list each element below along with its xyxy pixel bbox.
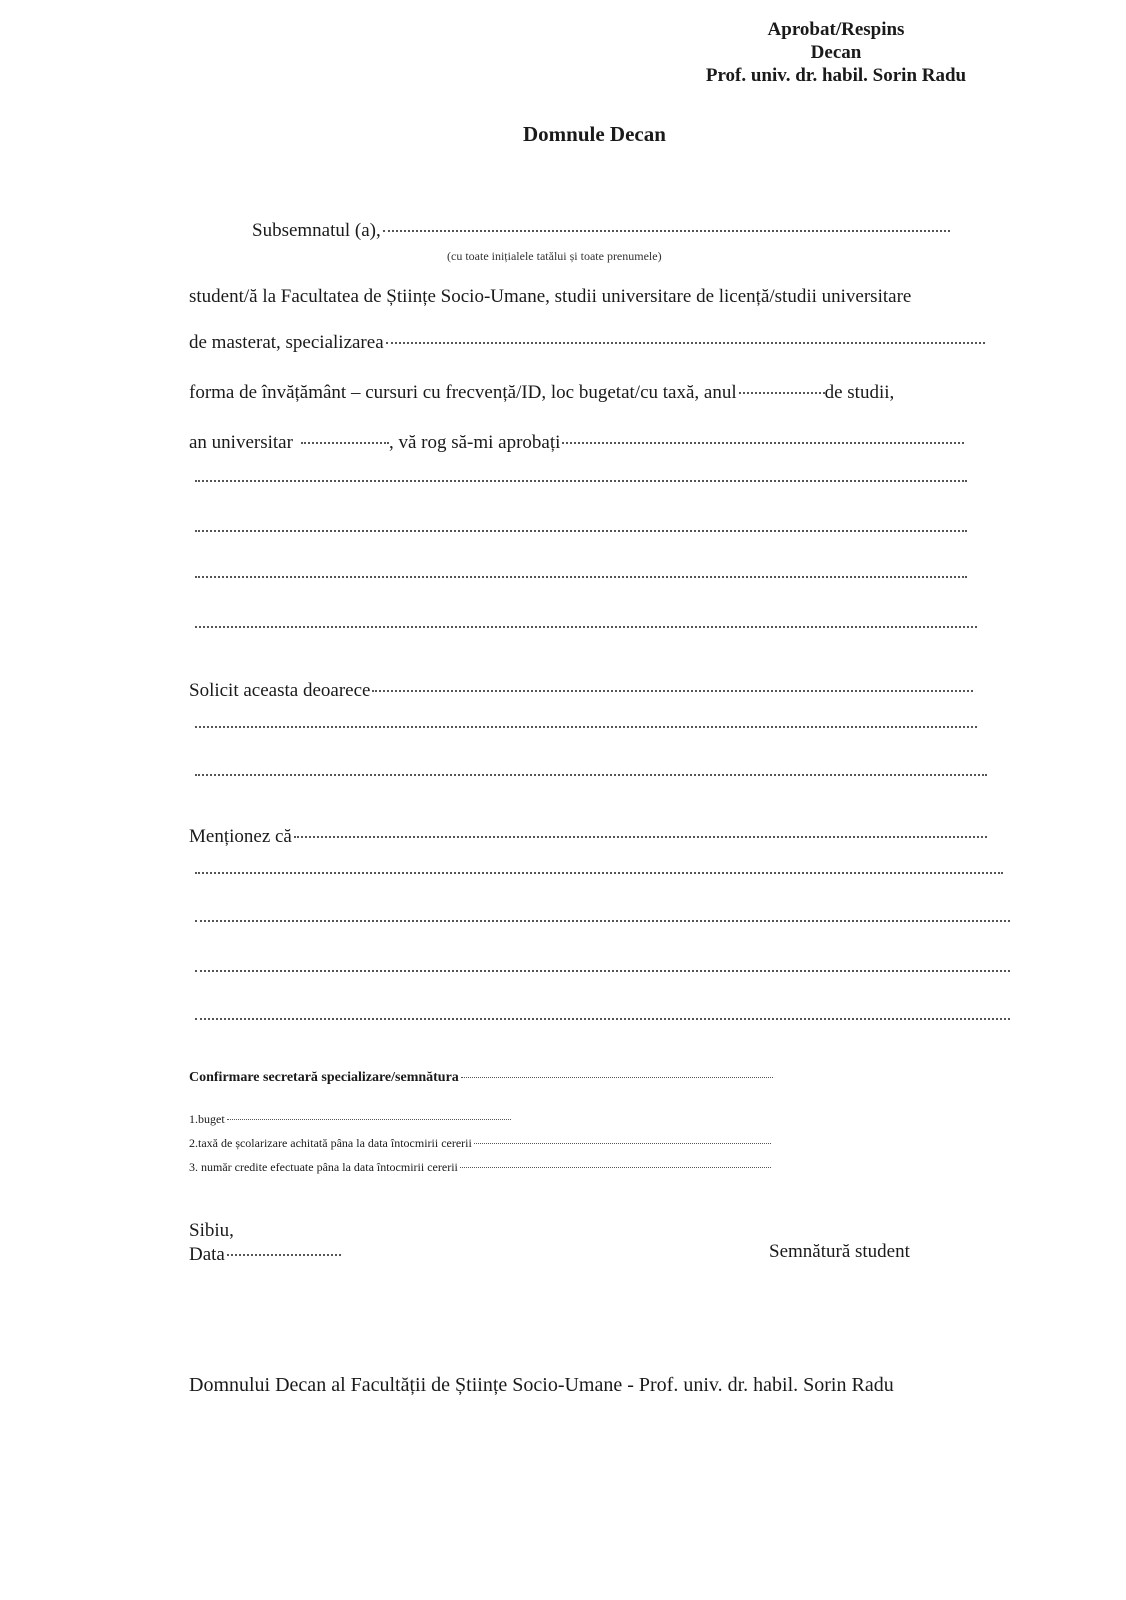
- blank-line: [193, 974, 1010, 1000]
- student-signature-label: Semnătură student: [769, 1241, 910, 1262]
- confirmation-item-label: 2.taxă de școlarizare achitată pâna la data întocmirii cererii: [189, 1136, 472, 1150]
- student-line: student/ă la Facultatea de Științe Socio-Umane, studii universitare de licență/studii universitare: [189, 286, 912, 307]
- blank-line: [193, 484, 967, 510]
- masterat-label: de masterat, specializarea: [189, 332, 384, 353]
- request-fill-field[interactable]: [195, 626, 977, 628]
- an-universitar-label: an universitar: [189, 432, 293, 453]
- blank-line: [193, 534, 967, 560]
- solicit-line: [189, 680, 973, 706]
- mention-fill-field[interactable]: [195, 872, 1003, 874]
- confirmation-line: [189, 1070, 773, 1096]
- mention-fill-field[interactable]: [294, 836, 987, 838]
- an-universitar-line: [189, 432, 964, 458]
- name-fill-field[interactable]: [383, 230, 950, 232]
- confirmation-item-3: [189, 1160, 771, 1186]
- mentionez-label: Menționez că: [189, 826, 292, 847]
- subsemnatul-label: Subsemnatul (a),: [252, 220, 381, 241]
- confirmation-item-label: 3. număr credite efectuate pâna la data întocmirii cererii: [189, 1160, 458, 1174]
- date-line: [189, 1244, 341, 1270]
- approval-name: Prof. univ. dr. habil. Sorin Radu: [705, 65, 967, 86]
- blank-line: [193, 1022, 1010, 1048]
- reason-fill-field[interactable]: [195, 726, 977, 728]
- request-fill-field[interactable]: [195, 576, 967, 578]
- forma-line: [189, 382, 979, 408]
- blank-line: [193, 730, 977, 756]
- blank-line: [193, 580, 967, 606]
- aprobati-fill-field[interactable]: [562, 442, 964, 444]
- confirmation-item-1: [189, 1112, 511, 1138]
- approval-role: Decan: [810, 42, 862, 63]
- an-studii-fill-field[interactable]: [739, 392, 825, 394]
- mention-fill-field[interactable]: [195, 970, 1010, 972]
- mention-fill-field[interactable]: [195, 920, 1010, 922]
- masterat-line: [189, 332, 985, 358]
- specializare-fill-field[interactable]: [386, 342, 985, 344]
- reason-fill-field[interactable]: [195, 774, 987, 776]
- forma-label-end: de studii,: [824, 382, 895, 403]
- forma-label: forma de învățământ – cursuri cu frecvență/ID, loc bugetat/cu taxă, anul: [189, 382, 737, 403]
- blank-line: [193, 630, 977, 656]
- taxa-fill-field[interactable]: [474, 1143, 771, 1144]
- blank-line: [193, 924, 1010, 950]
- solicit-label: Solicit aceasta deoarece: [189, 680, 371, 701]
- buget-fill-field[interactable]: [227, 1119, 511, 1120]
- confirmation-fill-field[interactable]: [461, 1077, 773, 1078]
- confirmation-item-2: [189, 1136, 771, 1162]
- blank-line: [193, 876, 1003, 902]
- confirmation-item-label: 1.buget: [189, 1112, 225, 1126]
- approval-status: Aprobat/Respins: [767, 19, 905, 40]
- request-fill-field[interactable]: [195, 530, 967, 532]
- confirmation-label: Confirmare secretară specializare/semnătura: [189, 1070, 459, 1085]
- credite-fill-field[interactable]: [460, 1167, 771, 1168]
- addressee: Domnului Decan al Facultății de Științe Socio-Umane - Prof. univ. dr. habil. Sorin Radu: [189, 1374, 894, 1396]
- an-universitar-fill-field[interactable]: [301, 442, 389, 444]
- city-label: Sibiu,: [189, 1220, 234, 1241]
- page-title: Domnule Decan: [523, 122, 666, 146]
- date-fill-field[interactable]: [227, 1254, 341, 1256]
- approval-block: [676, 18, 996, 87]
- request-fill-field[interactable]: [195, 480, 967, 482]
- blank-line: [193, 778, 987, 804]
- date-label: Data: [189, 1244, 225, 1265]
- aprobati-label: , vă rog să-mi aprobați: [388, 432, 561, 453]
- subsemnatul-line: [252, 220, 950, 246]
- mention-fill-field[interactable]: [195, 1018, 1010, 1020]
- mentionez-line: [189, 826, 987, 852]
- reason-fill-field[interactable]: [372, 690, 973, 692]
- subsemnatul-note: (cu toate inițialele tatălui și toate prenumele): [447, 249, 662, 263]
